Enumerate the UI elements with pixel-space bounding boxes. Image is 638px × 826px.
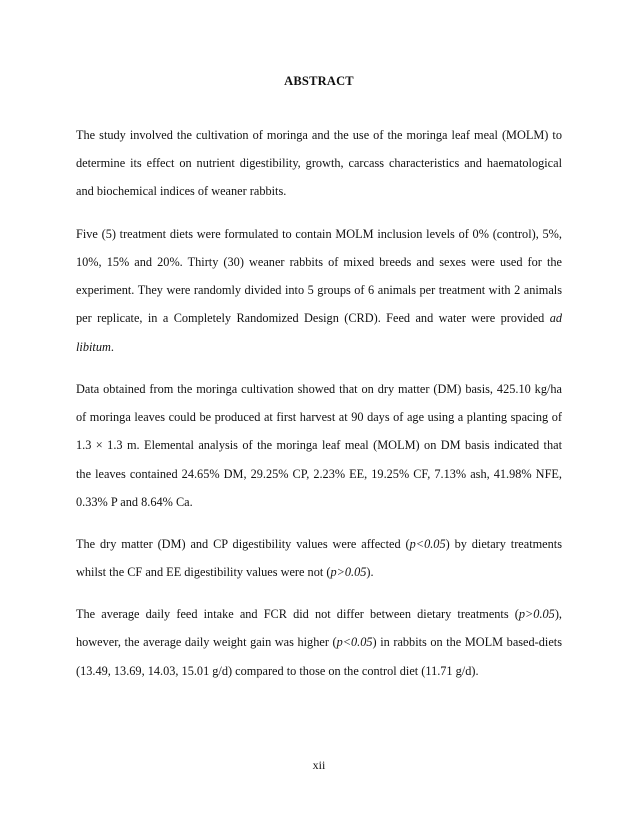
text-line: Five (5) treatment diets were formulated to contain MOLM inclusion levels of 0% (control), 5%, [76, 227, 562, 241]
text-line: however, the average daily weight gain was higher (p<0.05) in rabbits on the MOLM based-diets [76, 635, 562, 649]
text-line: 10%, 15% and 20%. Thirty (30) weaner rabbits of mixed breeds and sexes were used for the [76, 255, 562, 269]
text-line: and biochemical indices of weaner rabbits. [76, 184, 287, 198]
text-line: of moringa leaves could be produced at first harvest at 90 days of age using a planting spacing of [76, 410, 562, 424]
text-line: the leaves contained 24.65% DM, 29.25% CP, 2.23% EE, 19.25% CF, 7.13% ash, 41.98% NFE, [76, 467, 562, 481]
text-line: (13.49, 13.69, 14.03, 15.01 g/d) compared to those on the control diet (11.71 g/d). [76, 664, 479, 678]
text-line: per replicate, in a Completely Randomized Design (CRD). Feed and water were provided ad [76, 311, 562, 325]
text-line: The average daily feed intake and FCR did not differ between dietary treatments (p>0.05), [76, 607, 562, 621]
page-number: xii [312, 758, 326, 772]
text-line: 1.3 × 1.3 m. Elemental analysis of the moringa leaf meal (MOLM) on DM basis indicated that [76, 438, 562, 452]
text-line: Data obtained from the moringa cultivation showed that on dry matter (DM) basis, 425.10 kg/ha [76, 382, 562, 396]
text-line: 0.33% P and 8.64% Ca. [76, 495, 193, 509]
text-line: determine its effect on nutrient digestibility, growth, carcass characteristics and haematological [76, 156, 562, 170]
text-line: The study involved the cultivation of moringa and the use of the moringa leaf meal (MOLM) to [76, 128, 562, 142]
text-line: libitum. [76, 340, 114, 354]
text-line: experiment. They were randomly divided into 5 groups of 6 animals per treatment with 2 animals [76, 283, 562, 297]
abstract-heading: ABSTRACT [284, 74, 354, 88]
text-line: The dry matter (DM) and CP digestibility values were affected (p<0.05) by dietary treatments [76, 537, 562, 551]
text-line: whilst the CF and EE digestibility values were not (p>0.05). [76, 565, 374, 579]
